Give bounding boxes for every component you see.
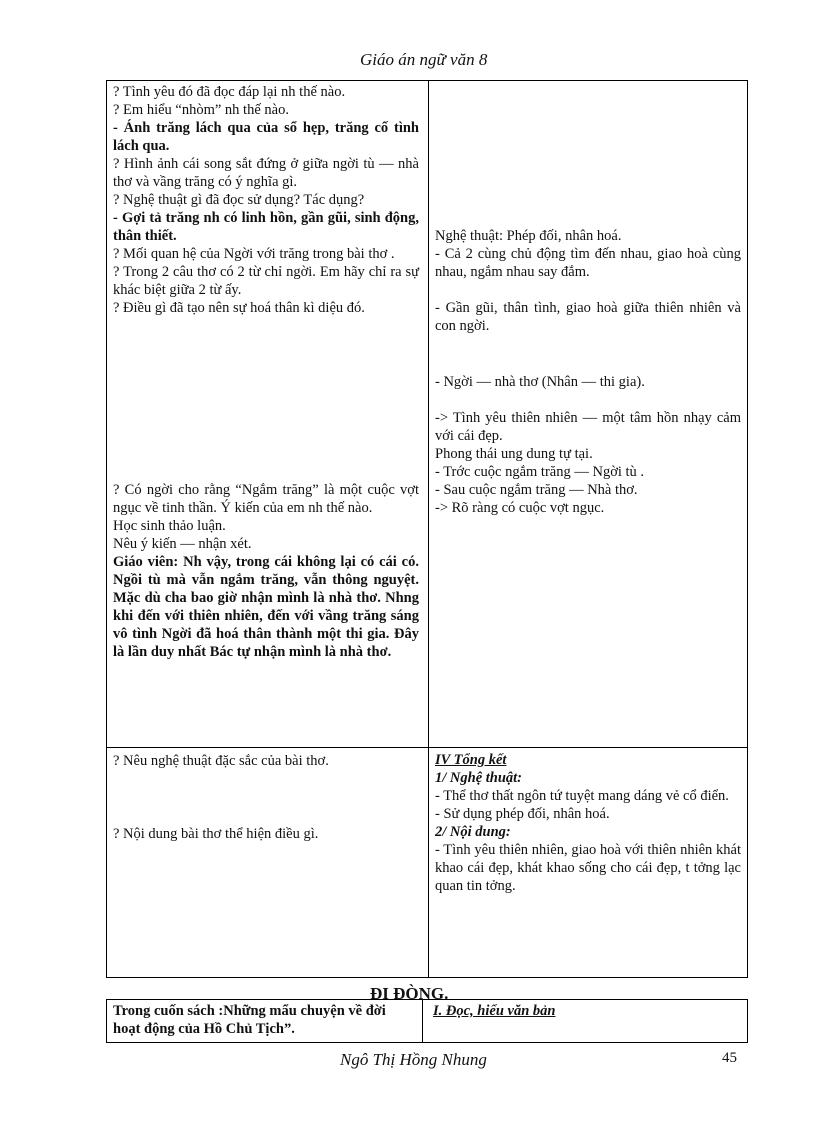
left-teacher-note: Giáo viên: Nh vậy, trong cái không lại có cái có. Ngồi tù mà vẫn ngắm trăng, vẫn thông nguyệt. Mặc dù cha bao giờ nhận mình là nhà thơ. Nhng khi đến với thiên nhiên, đến với vầng trăng sáng vô tình Ngời đã hoá thân thành một thi gia. Đây là lần duy nhất Bác tự nhận mình là nhà thơ.: [113, 554, 419, 660]
right-block-summary: [435, 751, 741, 895]
left-question-relation: ? Mối quan hệ của Ngời với trăng trong bài thơ .: [113, 246, 395, 262]
right-summary-content-heading: 2/ Nội dung:: [435, 824, 511, 840]
left-question-transform: ? Điều gì đã tạo nên sự hoá thân kì diệu đó.: [113, 300, 365, 316]
right-answer-escape: -> Rõ ràng có cuộc vợt ngục.: [435, 500, 605, 516]
right-answer-art: Nghệ thuật: Phép đối, nhân hoá.: [435, 228, 622, 244]
right-answer-after: - Sau cuộc ngắm trăng — Nhà thơ.: [435, 482, 638, 498]
left-discussion: Học sinh thảo luận.: [113, 518, 226, 534]
right-summary-art-heading: 1/ Nghệ thuật:: [435, 770, 523, 786]
next-lesson-intro: Trong cuốn sách :Những mẩu chuyện về đời hoạt động của Hồ Chủ Tịch”.: [113, 1003, 386, 1037]
footer-author: Ngô Thị Hồng Nhung: [340, 1050, 487, 1069]
left-question-nhom: ? Em hiểu “nhòm” nh thế nào.: [113, 102, 289, 118]
left-block-1: [113, 83, 419, 317]
row-divider: [107, 747, 747, 748]
right-answer-mutual: - Cả 2 cùng chủ động tìm đến nhau, giao hoà cùng nhau, ngắm nhau say đắm.: [435, 246, 741, 280]
left-opinion: Nêu ý kiến — nhận xét.: [113, 536, 252, 552]
section-heading: ĐI ĐÒNG.: [370, 984, 449, 1003]
right-summary-heading: IV Tổng kết: [435, 752, 507, 768]
right-block-1: [435, 227, 741, 281]
right-answer-poet: - Ngời — nhà thơ (Nhân — thi gia).: [435, 374, 645, 390]
page-number: 45: [722, 1050, 737, 1066]
right-summary-form: - Thể thơ thất ngôn tứ tuyệt mang dáng vẻ cổ điển.: [435, 788, 729, 804]
left-question-love: ? Tình yêu đó đã đọc đáp lại nh thế nào.: [113, 84, 346, 100]
right-answer-before: - Trớc cuộc ngắm trăng — Ngời tù .: [435, 464, 645, 480]
column-divider: [422, 1000, 423, 1042]
left-block-2: [113, 481, 419, 661]
right-summary-content: - Tình yêu thiên nhiên, giao hoà với thiên nhiên khát khao cái đẹp, khát khao sống cho cái đẹp, t tởng lạc quan tin tởng.: [435, 842, 741, 894]
column-divider: [428, 81, 429, 977]
left-answer-soul: - Gợi tả trăng nh có linh hồn, gần gũi, sinh động, thân thiết.: [113, 210, 419, 244]
left-question-art-summary: ? Nêu nghệ thuật đặc sắc của bài thơ.: [113, 753, 329, 769]
right-answer-love-nature: -> Tình yêu thiên nhiên — một tâm hồn nhạy cảm với cái đẹp.: [435, 410, 741, 444]
left-question-content-summary: ? Nội dung bài thơ thể hiện điều gì.: [113, 826, 319, 842]
left-answer-moonlight: - Ánh trăng lách qua của sổ hẹp, trăng cố tình lách qua.: [113, 120, 419, 154]
right-block-2: [435, 409, 741, 517]
left-question-escape: ? Có ngời cho rằng “Ngắm trăng” là một cuộc vợt ngục về tinh thần. Ý kiến của em nh thế nào.: [113, 482, 419, 516]
right-answer-closeness: - Gần gũi, thân tình, giao hoà giữa thiên nhiên và con ngời.: [435, 300, 741, 334]
next-lesson-table: [106, 999, 748, 1043]
left-question-bars: ? Hình ảnh cái song sắt đứng ở giữa ngời tù — nhà thơ và vầng trăng có ý nghĩa gì.: [113, 156, 419, 190]
left-question-two-words: ? Trong 2 câu thơ có 2 từ chỉ ngời. Em hãy chỉ ra sự khác biệt giữa 2 từ ấy.: [113, 264, 419, 298]
right-summary-technique: - Sử dụng phép đối, nhân hoá.: [435, 806, 610, 822]
lesson-table: [106, 80, 748, 978]
right-answer-demeanor: Phong thái ung dung tự tại.: [435, 446, 593, 462]
page-header: Giáo án ngữ văn 8: [360, 50, 488, 69]
next-lesson-heading: I. Đọc, hiểu văn bản: [433, 1003, 556, 1019]
left-question-art: ? Nghệ thuật gì đã đọc sử dụng? Tác dụng?: [113, 192, 365, 208]
